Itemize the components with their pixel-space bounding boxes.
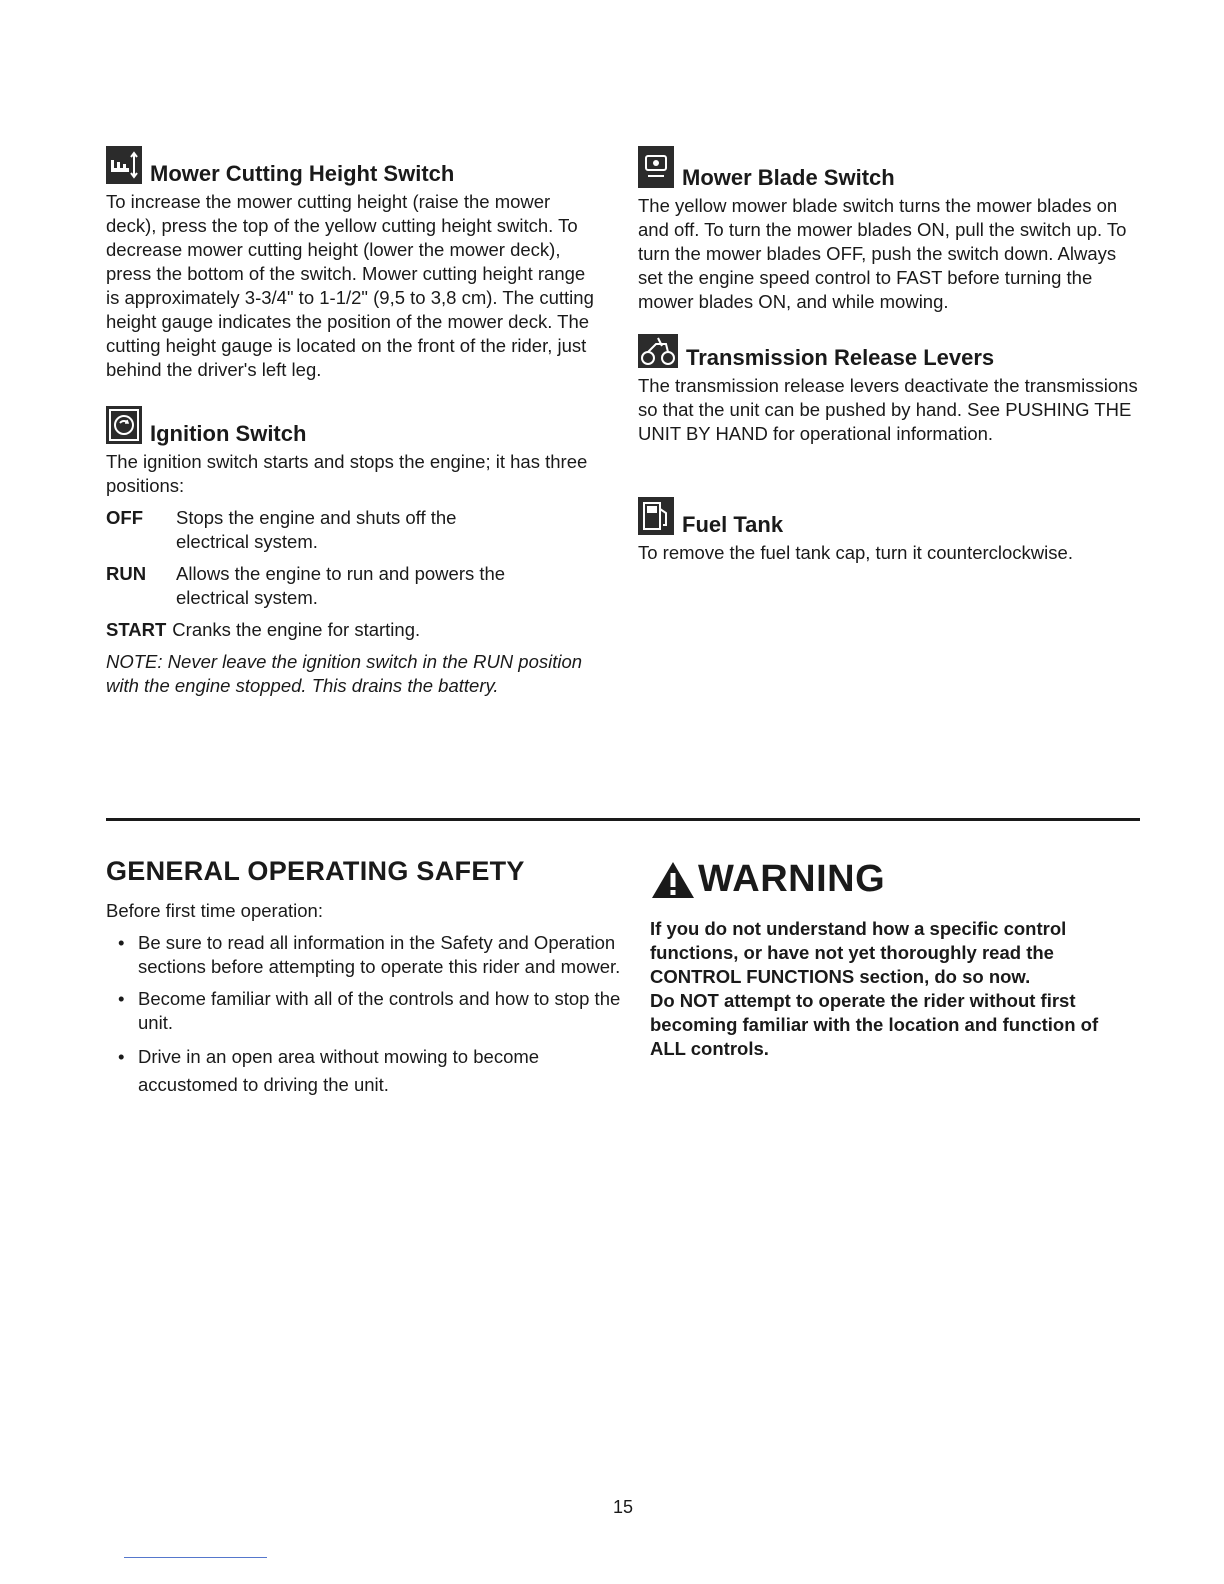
ignition-position-off [106,506,601,554]
cutting-height-section [106,146,601,382]
bullet-marker: • [118,932,125,953]
cutting-height-header [106,146,601,184]
bullet-marker: • [118,988,125,1009]
fuel-title: Fuel Tank [682,512,784,537]
safety-title: GENERAL OPERATING SAFETY [106,856,525,886]
ignition-body: The ignition switch starts and stops the engine; it has three positions: [106,451,588,496]
safety-bullet-list [106,931,636,1099]
bullet-text: Drive in an open area without mowing to become accustomed to driving the unit. [138,1046,540,1095]
cutting-height-icon [106,146,142,184]
blade-header [638,146,1143,188]
position-desc: Cranks the engine for starting. [172,619,421,640]
fuel-section [638,497,1143,565]
transmission-title: Transmission Release Levers [686,345,995,370]
warning-title: WARNING [698,858,886,900]
ignition-title: Ignition Switch [150,421,307,446]
bullet-text: Be sure to read all information in the Safety and Operation sections before attempting to operate this rider and mower. [138,932,621,977]
transmission-icon [638,334,678,368]
ignition-position-start [106,618,601,642]
warning-triangle-icon [650,860,696,900]
ignition-position-run [106,562,601,610]
bullet-marker: • [118,1046,125,1067]
footer-line [124,1557,267,1558]
position-key: RUN [106,563,147,584]
warning-section [650,858,1120,1061]
position-desc: Allows the engine to run and powers the electrical system. [176,563,506,608]
transmission-section [638,334,1143,446]
ignition-section [106,406,601,698]
fuel-header [638,497,1143,535]
page-number: 15 [612,1497,634,1517]
warning-para-1: If you do not understand how a specific control functions, or have not yet thoroughly read the CONTROL FUNCTIONS section, do so now. [650,918,1067,987]
blade-section [638,146,1143,314]
ignition-header [106,406,601,444]
list-item [106,931,636,979]
blade-body: The yellow mower blade switch turns the mower blades on and off. To turn the mower blades ON, pull the switch up. To turn the mower blades OFF, push the switch down. Always set the engine speed control to FAST before turning the mower blades ON, and while mowing. [638,195,1127,312]
transmission-body: The transmission release levers deactivate the transmissions so that the unit can be pushed by hand. See PUSHING THE UNIT BY HAND for operational information. [638,375,1138,444]
bullet-text: Become familiar with all of the controls and how to stop the unit. [138,988,621,1033]
list-item [106,1043,636,1099]
safety-section [106,856,636,1107]
transmission-header [638,334,1143,368]
section-divider [106,818,1140,821]
fuel-pump-icon [638,497,674,535]
cutting-height-title: Mower Cutting Height Switch [150,161,455,186]
list-item [106,987,636,1035]
position-key: START [106,619,167,640]
ignition-icon [106,406,142,444]
ignition-note: NOTE: Never leave the ignition switch in the RUN position with the engine stopped. This drains the battery. [106,651,583,696]
position-desc: Stops the engine and shuts off the electrical system. [176,507,457,552]
blade-title: Mower Blade Switch [682,165,895,190]
position-key: OFF [106,507,143,528]
mower-blade-icon [638,146,674,188]
warning-header [650,858,1120,901]
safety-intro: Before first time operation: [106,900,323,921]
warning-para-2: Do NOT attempt to operate the rider without first becoming familiar with the location and function of ALL controls. [650,990,1099,1059]
fuel-body: To remove the fuel tank cap, turn it counterclockwise. [638,542,1073,563]
cutting-height-body: To increase the mower cutting height (raise the mower deck), press the top of the yellow cutting height switch. To decrease mower cutting height (lower the mower deck), press the bottom of the switch. Mower cutting height range is approximately 3-3/4" to 1-1/2" (9,5 to 3,8 cm). The cutting height gauge indicates the position of the mower deck. The cutting height gauge is located on the front of the rider, just behind the driver's left leg. [106,191,594,380]
